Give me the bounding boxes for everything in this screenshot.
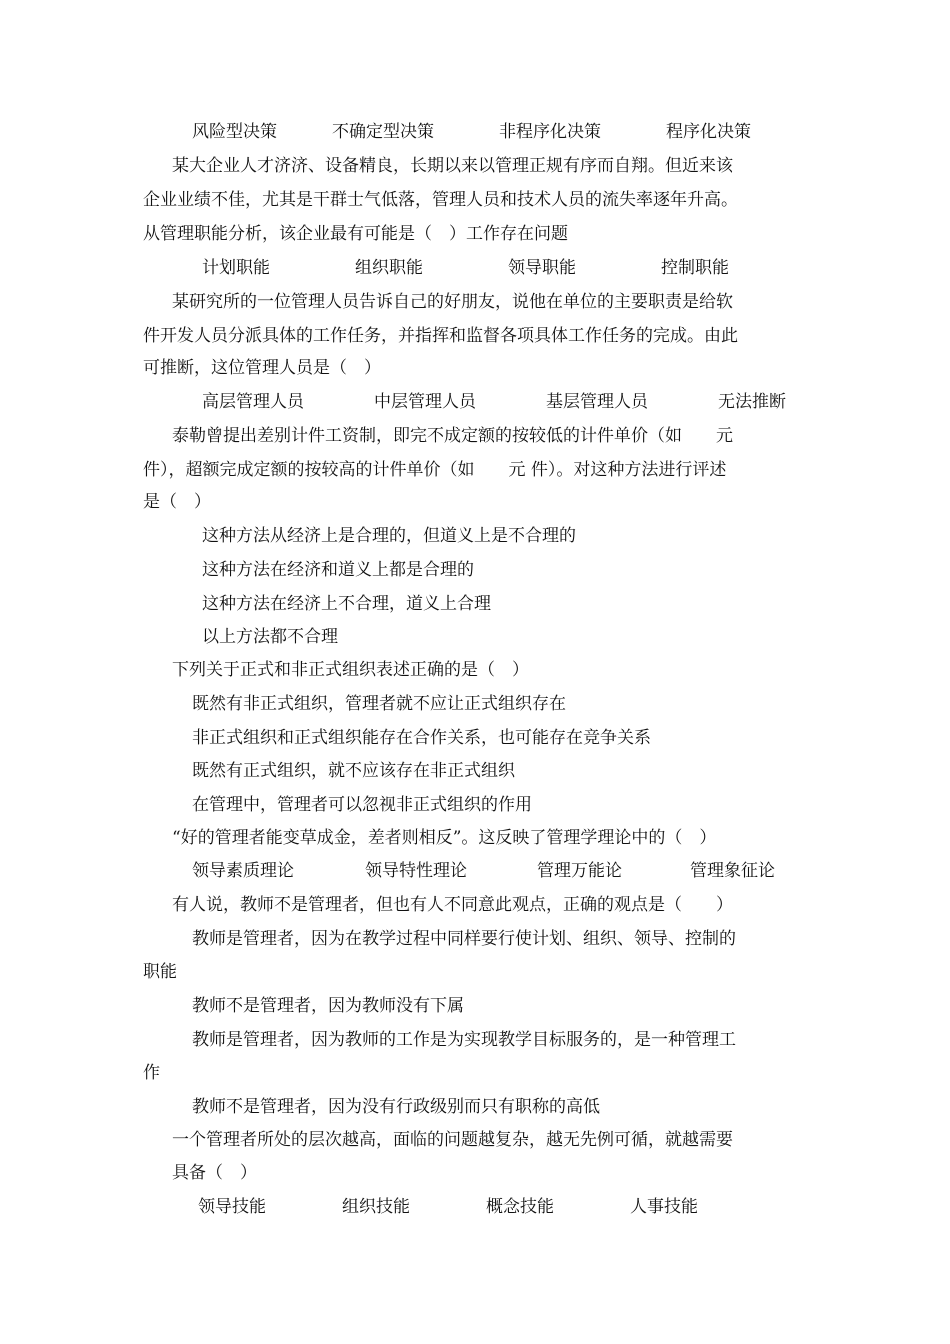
option-b: 教师不是管理者，因为教师没有下属 (192, 996, 464, 1016)
question-text: “好的管理者能变草成金，差者则相反”。这反映了管理学理论中的（ ） (172, 828, 717, 848)
option-c: 概念技能 (486, 1197, 554, 1217)
question-text: 件开发人员分派具体的工作任务，并指挥和监督各项具体工作任务的完成。由此 (143, 326, 738, 346)
option-c: 这种方法在经济上不合理，道义上合理 (202, 594, 491, 614)
option-c: 既然有正式组织，就不应该存在非正式组织 (192, 761, 515, 781)
option-c: 管理万能论 (537, 861, 622, 881)
option-d: 教师不是管理者，因为没有行政级别而只有职称的高低 (192, 1097, 600, 1117)
option-a: 领导素质理论 (192, 861, 294, 881)
option-nonprogrammed-decision: 非程序化决策 (499, 122, 601, 142)
question-text: 一个管理者所处的层次越高，面临的问题越复杂，越无先例可循，就越需要 (172, 1130, 733, 1150)
option-a: 领导技能 (198, 1197, 266, 1217)
question-text: 可推断，这位管理人员是（ ） (143, 358, 381, 378)
option-c-continued: 作 (143, 1063, 160, 1083)
question-text: 是（ ） (143, 492, 211, 512)
option-d: 管理象征论 (690, 861, 775, 881)
question-text: 从管理职能分析，该企业最有可能是（ ）工作存在问题 (143, 224, 568, 244)
option-programmed-decision: 程序化决策 (666, 122, 751, 142)
question-text: 有人说，教师不是管理者，但也有人不同意此观点，正确的观点是（ ） (172, 895, 733, 915)
option-a: 这种方法从经济上是合理的，但道义上是不合理的 (202, 526, 576, 546)
question-text: 具备（ ） (172, 1163, 257, 1183)
option-c: 领导职能 (508, 258, 576, 278)
option-a: 计划职能 (202, 258, 270, 278)
option-b: 领导特性理论 (365, 861, 467, 881)
option-b: 这种方法在经济和道义上都是合理的 (202, 560, 474, 580)
option-d: 以上方法都不合理 (202, 627, 338, 647)
option-d: 在管理中，管理者可以忽视非正式组织的作用 (192, 795, 532, 815)
option-a: 教师是管理者，因为在教学过程中同样要行使计划、组织、领导、控制的 (192, 929, 736, 949)
option-d: 控制职能 (661, 258, 729, 278)
option-a: 既然有非正式组织，管理者就不应让正式组织存在 (192, 694, 566, 714)
option-c: 教师是管理者，因为教师的工作是为实现教学目标服务的，是一种管理工 (192, 1030, 736, 1050)
option-b: 组织技能 (342, 1197, 410, 1217)
question-text: 企业业绩不佳，尤其是干群士气低落，管理人员和技术人员的流失率逐年升高。 (143, 190, 738, 210)
option-risk-decision: 风险型决策 (192, 122, 277, 142)
question-text: 下列关于正式和非正式组织表述正确的是（ ） (172, 660, 529, 680)
option-b: 中层管理人员 (374, 392, 476, 412)
question-text: 件），超额完成定额的按较高的计件单价（如 元 件）。对这种方法进行评述 (143, 460, 727, 480)
option-b: 组织职能 (355, 258, 423, 278)
option-c: 基层管理人员 (546, 392, 648, 412)
question-text: 某大企业人才济济、设备精良，长期以来以管理正规有序而自翔。但近来该 (172, 156, 733, 176)
option-d: 无法推断 (718, 392, 786, 412)
option-a: 高层管理人员 (202, 392, 304, 412)
question-text: 泰勒曾提出差别计件工资制，即完不成定额的按较低的计件单价（如 元 (172, 426, 733, 446)
option-b: 非正式组织和正式组织能存在合作关系，也可能存在竞争关系 (192, 728, 651, 748)
option-d: 人事技能 (630, 1197, 698, 1217)
option-uncertain-decision: 不确定型决策 (332, 122, 434, 142)
question-text: 某研究所的一位管理人员告诉自己的好朋友，说他在单位的主要职责是给软 (172, 292, 733, 312)
option-a-continued: 职能 (143, 962, 177, 982)
